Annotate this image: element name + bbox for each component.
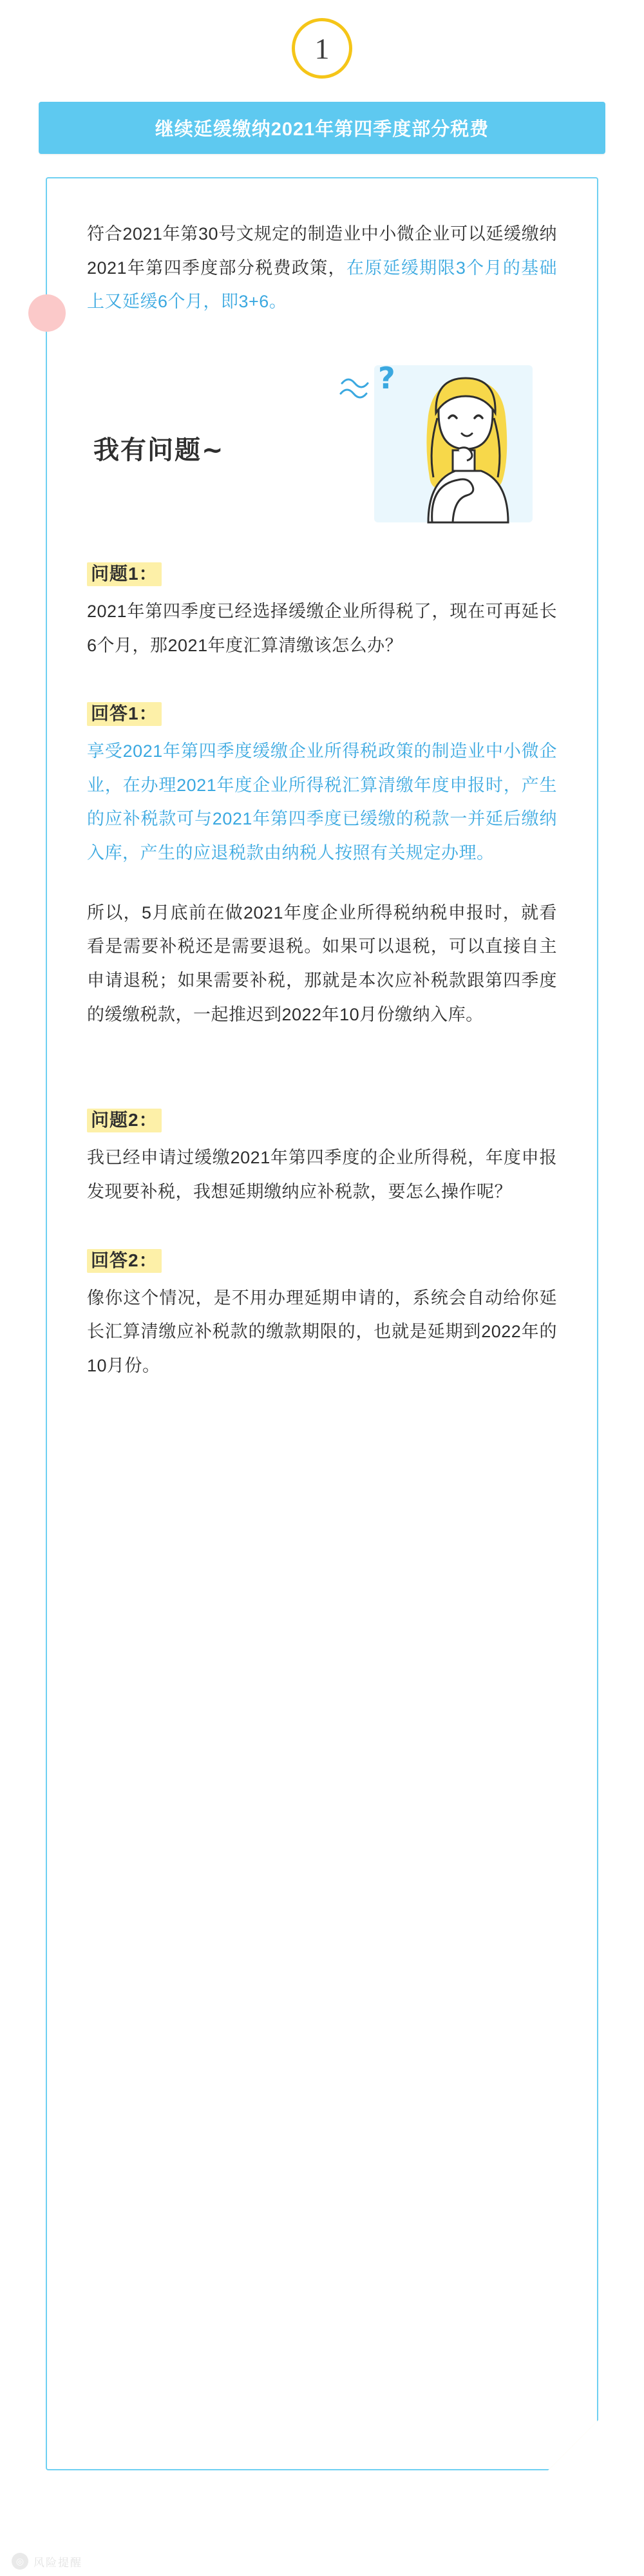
illustration-bubble-label: 我有问题~ <box>93 435 225 465</box>
qa-block-2 <box>87 1106 557 1382</box>
illustration <box>87 354 557 534</box>
footer-watermark <box>0 2553 644 2570</box>
answer-label-2-text: 回答2： <box>87 1249 162 1273</box>
watermark-icon: ◎ <box>12 2553 28 2570</box>
answer-blue-text-1: 享受2021年第四季度缓缴企业所得税政策的制造业中小微企业，在办理2021年度企业所得税汇算清缴年度申报时，产生的应补税款可与2021年第四季度已缓缴的税款一并延后缴纳入库，产生的应退税款由纳税人按照有关规定办理。 <box>87 741 557 863</box>
spacer <box>87 1069 557 1106</box>
answer-plain-text-1: 所以，5月底前在做2021年度企业所得税纳税申报时，就看看是需要补税还是需要退税。如果可以退税，可以直接自主申请退税；如果需要补税，那就是本次应补税款跟第四季度的缓缴税款，一起推迟到2022年10月份缴纳入库。 <box>87 902 557 1024</box>
answer-plain-text-2: 像你这个情况，是不用办理延期申请的，系统会自动给你延长汇算清缴应补税款的缴款期限的，也就是延期到2022年的10月份。 <box>87 1288 557 1375</box>
content-card <box>46 177 598 2470</box>
thinking-woman-icon <box>332 354 544 528</box>
title-container <box>39 102 605 154</box>
question-label-1 <box>87 560 557 586</box>
intro-paragraph <box>87 217 557 319</box>
question-text-1: 2021年第四季度已经选择缓缴企业所得税了，现在可再延长6个月，那2021年度汇算清缴该怎么办？ <box>87 601 557 655</box>
watermark-label: 风险提醒 <box>33 2556 82 2569</box>
spacer <box>87 662 557 700</box>
answer-label-2 <box>87 1246 557 1272</box>
spacer <box>87 1031 557 1069</box>
page-title: 继续延缓缴纳2021年第四季度部分税费 <box>39 102 605 154</box>
question-label-1-text: 问题1： <box>87 562 162 586</box>
question-mark-glyph: ? <box>378 360 395 396</box>
spacer <box>87 1209 557 1246</box>
qa-block-1 <box>87 560 557 1031</box>
intro-text-plain: 符合2021年第30号文规定的制造业中小微企业可以延缓缴纳2021年第四季度部分税费政策， <box>87 224 557 278</box>
decorative-dot <box>28 294 66 332</box>
step-number-badge: 1 <box>292 18 352 79</box>
spacer <box>87 870 557 896</box>
answer-label-1 <box>87 700 557 725</box>
question-label-2 <box>87 1106 557 1132</box>
answer-label-1-text: 回答1： <box>87 702 162 726</box>
question-text-2: 我已经申请过缓缴2021年第四季度的企业所得税，年度申报发现要补税，我想延期缴纳应补税款，要怎么操作呢？ <box>87 1148 557 1201</box>
folded-corner-inner <box>548 2420 598 2470</box>
question-label-2-text: 问题2： <box>87 1109 162 1132</box>
step-badge-container <box>0 0 644 79</box>
intro-text-highlight: 在原延缓期限3个月的基础上又延缓6个月，即3+6。 <box>87 258 557 312</box>
